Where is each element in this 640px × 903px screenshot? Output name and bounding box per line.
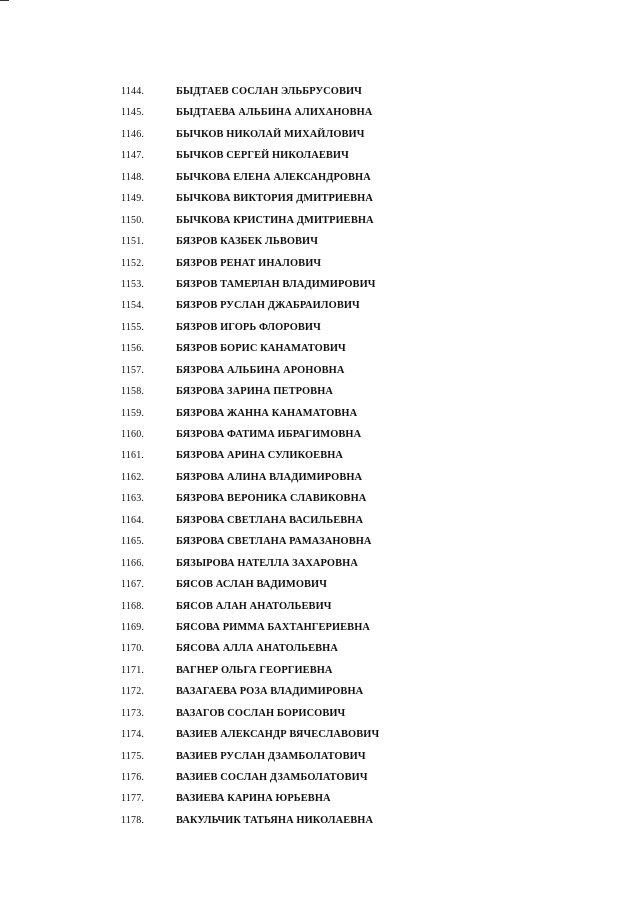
entry-number: 1153. <box>121 278 145 290</box>
entry-name: ВАЗИЕВ СОСЛАН ДЗАМБОЛАТОВИЧ <box>176 772 368 783</box>
entry-name: БЯЗРОВА ЗАРИНА ПЕТРОВНА <box>176 386 333 398</box>
entry-number: 1161. <box>121 450 145 462</box>
entry-name: БЯЗРОВА АРИНА СУЛИКОЕВНА <box>176 450 344 462</box>
entry-name: БЯСОВ АСЛАН ВАДИМОВИЧ <box>176 579 327 591</box>
entry-name: БЯЗРОВА АЛЬБИНА АРОНОВНА <box>176 364 345 376</box>
entry-number: 1158. <box>121 386 145 398</box>
entry-number: 1166. <box>121 557 145 569</box>
list-item <box>0 188 640 209</box>
entry-name: БЯЗРОВА СВЕТЛАНА РАМАЗАНОВНА <box>176 536 372 548</box>
entry-name: ВАГНЕР ОЛЬГА ГЕОРГИЕВНА <box>176 664 333 676</box>
entry-name: БЫЧКОВА КРИСТИНА ДМИТРИЕВНА <box>176 214 374 226</box>
entry-name: БЫЧКОВА ЕЛЕНА АЛЕКСАНДРОВНА <box>176 171 371 183</box>
entry-name: БЯСОВА АЛЛА АНАТОЛЬЕВНА <box>176 643 338 655</box>
entry-number: 1170. <box>121 643 145 655</box>
entry-number: 1159. <box>121 407 145 419</box>
entry-name: БЯЗРОВ БОРИС КАНАМАТОВИЧ <box>176 343 346 355</box>
list-item <box>0 638 640 659</box>
entry-number: 1149. <box>121 193 145 205</box>
entry-name: БЯСОВА РИММА БАХТАНГЕРИЕВНА <box>176 621 370 633</box>
name-list <box>0 81 640 831</box>
list-item <box>0 510 640 531</box>
list-item <box>0 360 640 381</box>
entry-number: 1154. <box>121 300 145 312</box>
entry-number: 1155. <box>121 321 145 333</box>
list-item <box>0 253 640 274</box>
entry-name: ВАЗАГОВ СОСЛАН БОРИСОВИЧ <box>176 707 346 719</box>
list-item <box>0 617 640 638</box>
list-item <box>0 703 640 724</box>
entry-number: 1162. <box>121 471 145 483</box>
list-item <box>0 553 640 574</box>
list-item <box>0 274 640 295</box>
entry-number: 1146. <box>121 128 145 140</box>
list-item <box>0 488 640 509</box>
entry-number: 1176. <box>121 772 145 783</box>
entry-number: 1173. <box>121 707 145 719</box>
list-item <box>0 467 640 488</box>
entry-name: БЯСОВ АЛАН АНАТОЛЬЕВИЧ <box>176 600 332 612</box>
list-item <box>0 210 640 231</box>
entry-number: 1174. <box>121 729 145 741</box>
entry-number: 1147. <box>121 150 145 162</box>
list-item <box>0 124 640 145</box>
list-item <box>0 381 640 402</box>
entry-name: ВАЗИЕВ АЛЕКСАНДР ВЯЧЕСЛАВОВИЧ <box>176 729 380 741</box>
list-item <box>0 317 640 338</box>
entry-number: 1163. <box>121 493 145 505</box>
entry-number: 1169. <box>121 621 145 633</box>
entry-number: 1148. <box>121 171 145 183</box>
entry-name: БЯЗРОВА АЛИНА ВЛАДИМИРОВНА <box>176 471 363 483</box>
entry-name: ВАЗИЕВА КАРИНА ЮРЬЕВНА <box>176 793 331 805</box>
entry-number: 1144. <box>121 86 145 97</box>
entry-name: ВАЗАГАЕВА РОЗА ВЛАДИМИРОВНА <box>176 686 364 698</box>
entry-name: БЯЗРОВА ЖАННА КАНАМАТОВНА <box>176 407 358 419</box>
list-item <box>0 145 640 166</box>
entry-number: 1172. <box>121 686 145 698</box>
entry-name: БЯЗРОВА ВЕРОНИКА СЛАВИКОВНА <box>176 493 367 505</box>
entry-name: ВАЗИЕВ РУСЛАН ДЗАМБОЛАТОВИЧ <box>176 750 366 762</box>
entry-name: БЯЗРОВ КАЗБЕК ЛЬВОВИЧ <box>176 236 318 248</box>
list-item <box>0 295 640 316</box>
list-item <box>0 424 640 445</box>
entry-name: БЯЗРОВ РУСЛАН ДЖАБРАИЛОВИЧ <box>176 300 360 312</box>
list-item <box>0 681 640 702</box>
entry-number: 1171. <box>121 664 145 676</box>
list-item <box>0 445 640 466</box>
list-item <box>0 231 640 252</box>
entry-name: ВАКУЛЬЧИК ТАТЬЯНА НИКОЛАЕВНА <box>176 814 374 826</box>
list-item <box>0 167 640 188</box>
list-item <box>0 746 640 767</box>
entry-number: 1160. <box>121 429 145 440</box>
list-item <box>0 81 640 102</box>
entry-name: БЯЗРОВ ТАМЕРЛАН ВЛАДИМИРОВИЧ <box>176 278 376 290</box>
entry-number: 1150. <box>121 214 145 226</box>
entry-number: 1177. <box>121 793 145 805</box>
entry-number: 1151. <box>121 236 145 248</box>
entry-name: БЯЗРОВ РЕНАТ ИНАЛОВИЧ <box>176 257 322 269</box>
list-item <box>0 403 640 424</box>
list-item <box>0 531 640 552</box>
scan-corner-mark <box>0 0 9 1</box>
entry-name: БЫЧКОВ НИКОЛАЙ МИХАЙЛОВИЧ <box>176 128 365 140</box>
entry-number: 1175. <box>121 750 145 762</box>
entry-number: 1157. <box>121 364 145 376</box>
list-item <box>0 574 640 595</box>
entry-number: 1156. <box>121 343 145 355</box>
entry-name: БЫЧКОВА ВИКТОРИЯ ДМИТРИЕВНА <box>176 193 373 205</box>
entry-number: 1164. <box>121 514 145 526</box>
list-item <box>0 596 640 617</box>
list-item <box>0 788 640 809</box>
entry-name: БЯЗРОВА ФАТИМА ИБРАГИМОВНА <box>176 429 362 440</box>
entry-name: БЫДТАЕВ СОСЛАН ЭЛЬБРУСОВИЧ <box>176 86 362 97</box>
entry-name: БЫЧКОВ СЕРГЕЙ НИКОЛАЕВИЧ <box>176 150 349 162</box>
list-item <box>0 338 640 359</box>
list-item <box>0 102 640 123</box>
list-item <box>0 810 640 831</box>
entry-number: 1168. <box>121 600 145 612</box>
entry-name: БЯЗЫРОВА НАТЕЛЛА ЗАХАРОВНА <box>176 557 358 569</box>
entry-number: 1178. <box>121 814 145 826</box>
entry-name: БЫДТАЕВА АЛЬБИНА АЛИХАНОВНА <box>176 107 373 119</box>
list-item <box>0 724 640 745</box>
entry-number: 1165. <box>121 536 145 548</box>
list-item <box>0 767 640 788</box>
entry-number: 1145. <box>121 107 145 119</box>
entry-name: БЯЗРОВ ИГОРЬ ФЛОРОВИЧ <box>176 321 321 333</box>
list-item <box>0 660 640 681</box>
entry-number: 1167. <box>121 579 145 591</box>
entry-number: 1152. <box>121 257 145 269</box>
entry-name: БЯЗРОВА СВЕТЛАНА ВАСИЛЬЕВНА <box>176 514 364 526</box>
